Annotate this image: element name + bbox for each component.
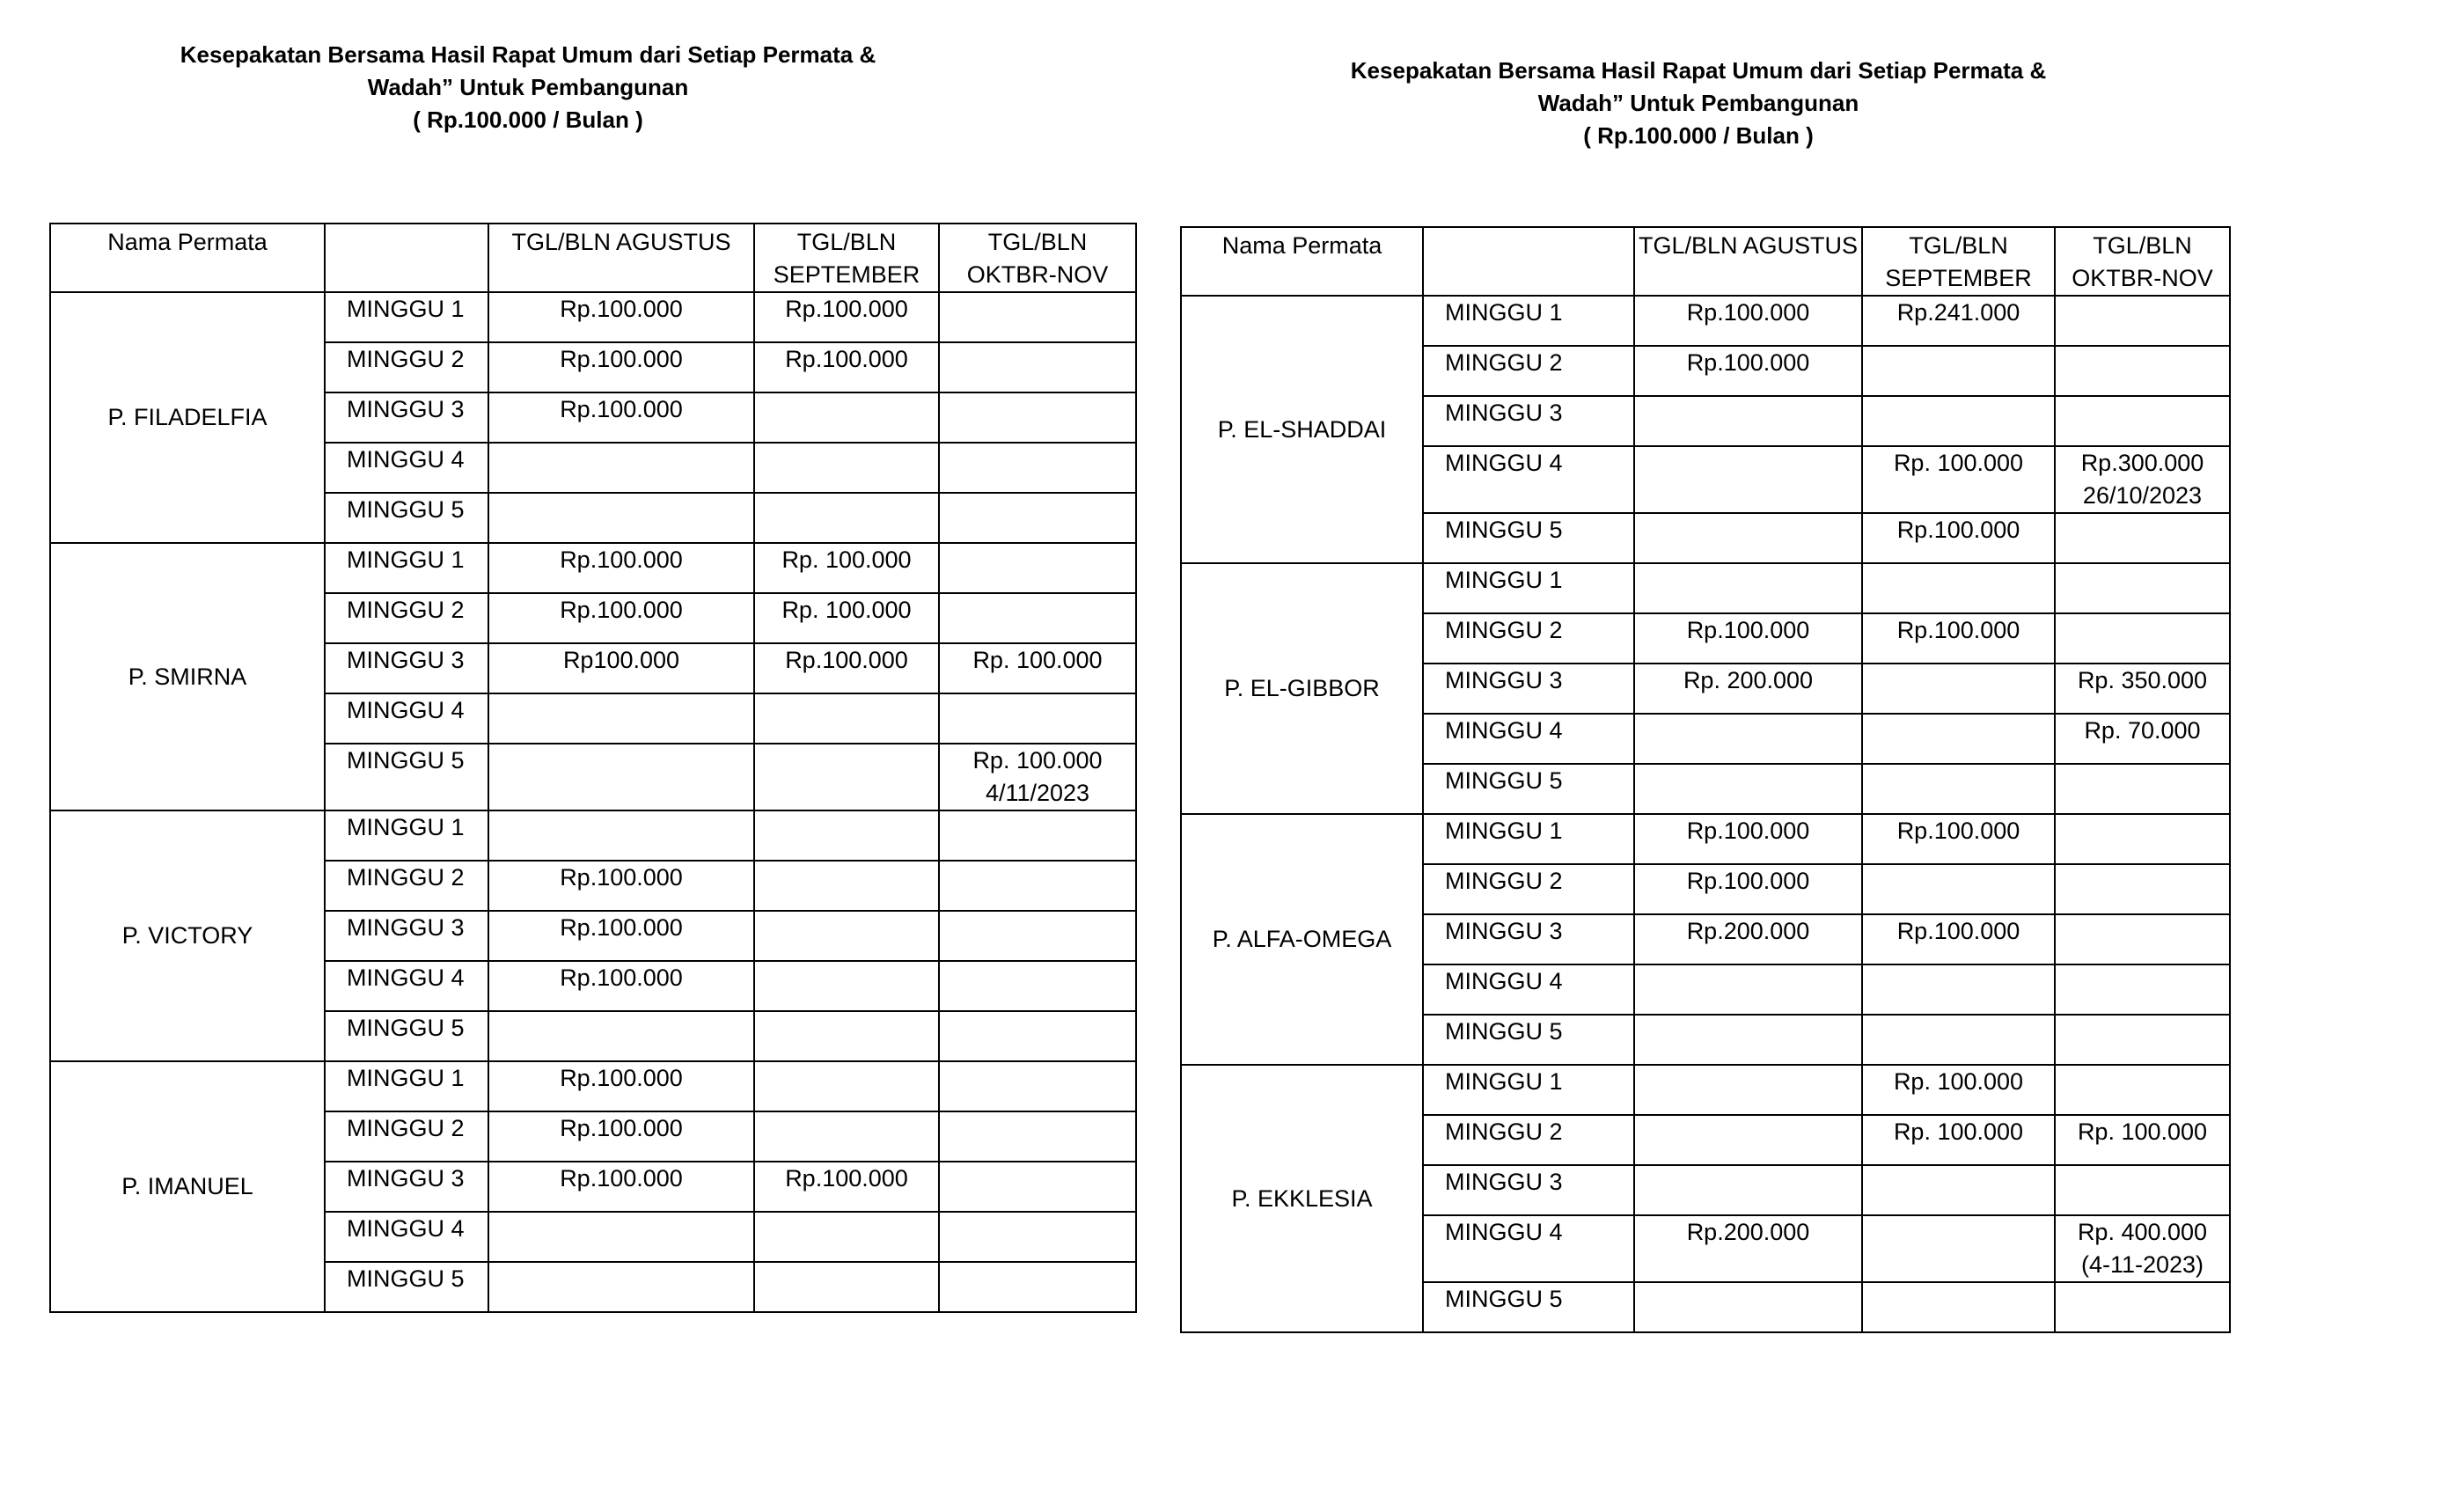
amount-september — [1862, 864, 2055, 914]
document-title-right — [1258, 55, 2138, 152]
permata-name: P. EL-GIBBOR — [1181, 563, 1423, 814]
week-label: MINGGU 3 — [325, 643, 488, 693]
amount-september — [1862, 1215, 2055, 1282]
table-row — [1181, 814, 2230, 864]
amount-oktnov — [2055, 914, 2230, 964]
amount-oktnov — [939, 861, 1136, 911]
title-line: ( Rp.100.000 / Bulan ) — [1583, 122, 1814, 149]
table-row — [1181, 296, 2230, 346]
amount-agustus — [1634, 1065, 1862, 1115]
amount-oktnov: Rp.300.000 26/10/2023 — [2055, 446, 2230, 513]
week-label: MINGGU 3 — [325, 911, 488, 961]
amount-agustus — [1634, 563, 1862, 613]
amount-oktnov — [939, 392, 1136, 443]
title-line: ( Rp.100.000 / Bulan ) — [413, 106, 643, 133]
week-label: MINGGU 2 — [1423, 1115, 1634, 1165]
week-label: MINGGU 5 — [1423, 1282, 1634, 1332]
week-label: MINGGU 5 — [1423, 513, 1634, 563]
amount-oktnov: Rp. 100.000 — [2055, 1115, 2230, 1165]
amount-september: Rp.241.000 — [1862, 296, 2055, 346]
amount-september: Rp. 100.000 — [754, 593, 939, 643]
amount-agustus — [1634, 396, 1862, 446]
amount-september: Rp. 100.000 — [754, 543, 939, 593]
week-label: MINGGU 2 — [325, 861, 488, 911]
title-line: Wadah” Untuk Pembangunan — [1537, 90, 1859, 116]
header-oktbr-nov: TGL/BLN OKTBR-NOV — [2055, 227, 2230, 296]
amount-september — [754, 693, 939, 744]
week-label: MINGGU 3 — [1423, 664, 1634, 714]
amount-oktnov — [2055, 964, 2230, 1015]
amount-oktnov — [939, 1111, 1136, 1162]
amount-agustus — [488, 1262, 754, 1312]
amount-september — [754, 1061, 939, 1111]
table-row — [1181, 1065, 2230, 1115]
week-label: MINGGU 5 — [325, 1262, 488, 1312]
amount-september — [754, 861, 939, 911]
week-label: MINGGU 1 — [325, 292, 488, 342]
amount-agustus: Rp.100.000 — [488, 593, 754, 643]
amount-september — [1862, 1165, 2055, 1215]
amount-agustus — [1634, 446, 1862, 513]
amount-september: Rp.100.000 — [1862, 914, 2055, 964]
amount-september — [754, 1011, 939, 1061]
amount-agustus — [488, 1212, 754, 1262]
week-label: MINGGU 3 — [325, 392, 488, 443]
header-week — [325, 224, 488, 292]
permata-name: P. FILADELFIA — [50, 292, 325, 543]
amount-oktnov — [939, 911, 1136, 961]
amount-september — [754, 443, 939, 493]
amount-agustus: Rp.100.000 — [1634, 346, 1862, 396]
amount-agustus — [1634, 964, 1862, 1015]
amount-september — [1862, 714, 2055, 764]
week-label: MINGGU 3 — [1423, 396, 1634, 446]
week-label: MINGGU 4 — [325, 443, 488, 493]
week-label: MINGGU 4 — [325, 1212, 488, 1262]
amount-september — [1862, 563, 2055, 613]
week-label: MINGGU 2 — [325, 593, 488, 643]
header-agustus: TGL/BLN AGUSTUS — [1634, 227, 1862, 296]
amount-oktnov — [939, 1162, 1136, 1212]
week-label: MINGGU 1 — [1423, 563, 1634, 613]
amount-agustus: Rp.200.000 — [1634, 1215, 1862, 1282]
amount-agustus — [488, 443, 754, 493]
week-label: MINGGU 1 — [325, 810, 488, 861]
title-line: Kesepakatan Bersama Hasil Rapat Umum dari Setiap Permata & — [1350, 57, 2047, 84]
amount-agustus — [1634, 513, 1862, 563]
amount-september: Rp.100.000 — [754, 292, 939, 342]
week-label: MINGGU 2 — [325, 1111, 488, 1162]
week-label: MINGGU 5 — [325, 1011, 488, 1061]
amount-september: Rp.100.000 — [1862, 814, 2055, 864]
header-nama-permata: Nama Permata — [50, 224, 325, 292]
amount-oktnov — [939, 543, 1136, 593]
amount-september — [754, 392, 939, 443]
table-row — [50, 810, 1136, 861]
week-label: MINGGU 2 — [1423, 613, 1634, 664]
header-september: TGL/BLN SEPTEMBER — [1862, 227, 2055, 296]
week-label: MINGGU 1 — [1423, 296, 1634, 346]
amount-september: Rp.100.000 — [754, 643, 939, 693]
amount-agustus: Rp.100.000 — [488, 1162, 754, 1212]
permata-name: P. EL-SHADDAI — [1181, 296, 1423, 563]
week-label: MINGGU 4 — [325, 961, 488, 1011]
amount-oktnov: Rp. 70.000 — [2055, 714, 2230, 764]
week-label: MINGGU 2 — [325, 342, 488, 392]
amount-oktnov — [939, 1212, 1136, 1262]
week-label: MINGGU 3 — [1423, 1165, 1634, 1215]
contribution-table-right — [1180, 226, 2231, 1333]
amount-oktnov — [939, 593, 1136, 643]
amount-oktnov — [939, 693, 1136, 744]
amount-agustus — [1634, 1015, 1862, 1065]
header-oktbr-nov: TGL/BLN OKTBR-NOV — [939, 224, 1136, 292]
permata-name: P. EKKLESIA — [1181, 1065, 1423, 1332]
amount-oktnov: Rp. 100.000 4/11/2023 — [939, 744, 1136, 810]
amount-oktnov — [2055, 1282, 2230, 1332]
amount-oktnov — [939, 493, 1136, 543]
amount-oktnov — [2055, 346, 2230, 396]
amount-september — [754, 1111, 939, 1162]
amount-agustus — [1634, 1282, 1862, 1332]
week-label: MINGGU 5 — [325, 493, 488, 543]
amount-september — [1862, 1015, 2055, 1065]
amount-september — [754, 961, 939, 1011]
amount-agustus: Rp100.000 — [488, 643, 754, 693]
week-label: MINGGU 3 — [325, 1162, 488, 1212]
amount-agustus: Rp.100.000 — [1634, 613, 1862, 664]
table-row — [1181, 563, 2230, 613]
week-label: MINGGU 4 — [1423, 1215, 1634, 1282]
amount-september: Rp.100.000 — [1862, 613, 2055, 664]
amount-agustus — [488, 493, 754, 543]
amount-september: Rp.100.000 — [754, 1162, 939, 1212]
amount-oktnov: Rp. 350.000 — [2055, 664, 2230, 714]
amount-oktnov — [939, 443, 1136, 493]
amount-agustus: Rp.100.000 — [488, 1111, 754, 1162]
permata-name: P. IMANUEL — [50, 1061, 325, 1312]
amount-agustus: Rp.100.000 — [488, 392, 754, 443]
week-label: MINGGU 5 — [1423, 764, 1634, 814]
amount-oktnov — [2055, 864, 2230, 914]
week-label: MINGGU 4 — [1423, 714, 1634, 764]
amount-september: Rp. 100.000 — [1862, 1115, 2055, 1165]
week-label: MINGGU 4 — [1423, 446, 1634, 513]
permata-name: P. VICTORY — [50, 810, 325, 1061]
header-row — [1181, 227, 2230, 296]
amount-oktnov: Rp. 100.000 — [939, 643, 1136, 693]
amount-agustus — [1634, 714, 1862, 764]
amount-oktnov — [939, 1061, 1136, 1111]
amount-september: Rp. 100.000 — [1862, 1065, 2055, 1115]
amount-september — [754, 1262, 939, 1312]
amount-oktnov — [939, 342, 1136, 392]
table-row — [50, 543, 1136, 593]
document-title-left — [132, 39, 924, 136]
week-label: MINGGU 1 — [325, 1061, 488, 1111]
amount-agustus: Rp.100.000 — [488, 292, 754, 342]
amount-agustus: Rp.100.000 — [488, 543, 754, 593]
amount-agustus — [1634, 1165, 1862, 1215]
week-label: MINGGU 2 — [1423, 346, 1634, 396]
amount-september: Rp. 100.000 — [1862, 446, 2055, 513]
amount-september — [1862, 964, 2055, 1015]
amount-oktnov — [939, 1262, 1136, 1312]
amount-september — [754, 493, 939, 543]
amount-september — [1862, 396, 2055, 446]
amount-oktnov — [939, 292, 1136, 342]
week-label: MINGGU 1 — [1423, 1065, 1634, 1115]
amount-agustus: Rp.100.000 — [1634, 296, 1862, 346]
amount-oktnov — [2055, 764, 2230, 814]
amount-agustus: Rp.100.000 — [1634, 864, 1862, 914]
week-label: MINGGU 5 — [1423, 1015, 1634, 1065]
amount-agustus: Rp.100.000 — [488, 342, 754, 392]
amount-agustus — [488, 810, 754, 861]
week-label: MINGGU 4 — [325, 693, 488, 744]
header-row — [50, 224, 1136, 292]
amount-september — [754, 1212, 939, 1262]
amount-agustus: Rp.100.000 — [488, 861, 754, 911]
amount-oktnov — [2055, 513, 2230, 563]
amount-agustus — [488, 744, 754, 810]
amount-september — [1862, 664, 2055, 714]
amount-september — [754, 810, 939, 861]
header-september: TGL/BLN SEPTEMBER — [754, 224, 939, 292]
amount-september: Rp.100.000 — [1862, 513, 2055, 563]
amount-september — [754, 744, 939, 810]
amount-agustus — [1634, 764, 1862, 814]
amount-oktnov — [2055, 1165, 2230, 1215]
amount-oktnov — [2055, 296, 2230, 346]
amount-agustus: Rp.200.000 — [1634, 914, 1862, 964]
amount-oktnov — [2055, 613, 2230, 664]
amount-oktnov — [939, 1011, 1136, 1061]
amount-september — [754, 911, 939, 961]
header-week — [1423, 227, 1634, 296]
contribution-table-left — [49, 223, 1137, 1313]
amount-agustus: Rp. 200.000 — [1634, 664, 1862, 714]
amount-agustus: Rp.100.000 — [488, 1061, 754, 1111]
amount-agustus — [488, 1011, 754, 1061]
amount-agustus — [488, 693, 754, 744]
amount-september: Rp.100.000 — [754, 342, 939, 392]
permata-name: P. ALFA-OMEGA — [1181, 814, 1423, 1065]
amount-agustus — [1634, 1115, 1862, 1165]
amount-september — [1862, 1282, 2055, 1332]
week-label: MINGGU 4 — [1423, 964, 1634, 1015]
week-label: MINGGU 3 — [1423, 914, 1634, 964]
week-label: MINGGU 2 — [1423, 864, 1634, 914]
amount-september — [1862, 346, 2055, 396]
header-nama-permata: Nama Permata — [1181, 227, 1423, 296]
week-label: MINGGU 5 — [325, 744, 488, 810]
table-row — [50, 292, 1136, 342]
amount-oktnov — [2055, 563, 2230, 613]
title-line: Kesepakatan Bersama Hasil Rapat Umum dari Setiap Permata & — [180, 41, 876, 68]
week-label: MINGGU 1 — [325, 543, 488, 593]
amount-september — [1862, 764, 2055, 814]
amount-agustus: Rp.100.000 — [1634, 814, 1862, 864]
header-agustus: TGL/BLN AGUSTUS — [488, 224, 754, 292]
amount-agustus: Rp.100.000 — [488, 911, 754, 961]
amount-oktnov — [939, 961, 1136, 1011]
week-label: MINGGU 1 — [1423, 814, 1634, 864]
amount-oktnov — [939, 810, 1136, 861]
amount-oktnov — [2055, 1065, 2230, 1115]
permata-name: P. SMIRNA — [50, 543, 325, 810]
amount-agustus: Rp.100.000 — [488, 961, 754, 1011]
amount-oktnov: Rp. 400.000 (4-11-2023) — [2055, 1215, 2230, 1282]
amount-oktnov — [2055, 396, 2230, 446]
amount-oktnov — [2055, 814, 2230, 864]
table-row — [50, 1061, 1136, 1111]
title-line: Wadah” Untuk Pembangunan — [367, 74, 689, 100]
amount-oktnov — [2055, 1015, 2230, 1065]
